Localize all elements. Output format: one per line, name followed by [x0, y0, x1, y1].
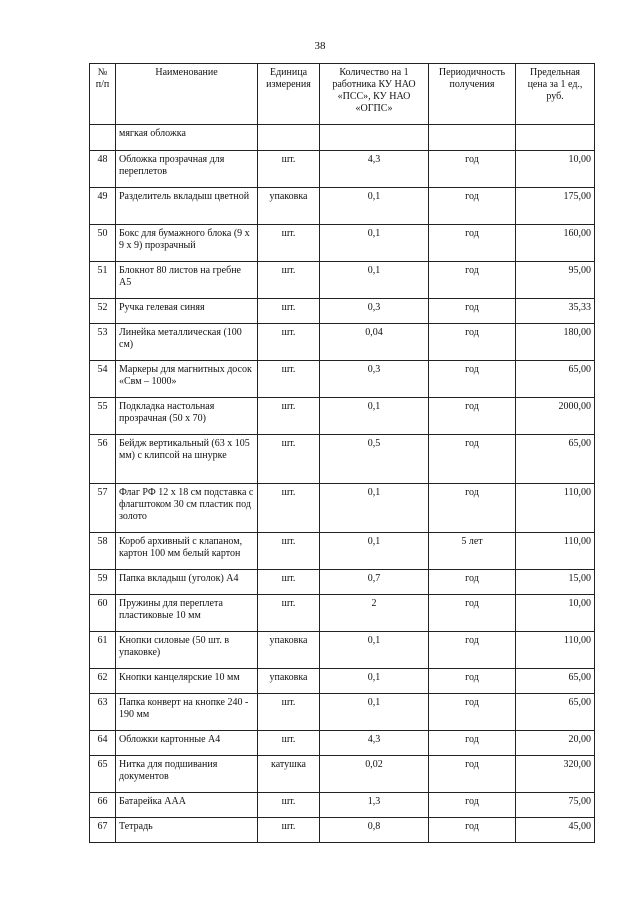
cell-period: год: [429, 793, 516, 818]
cell-number: 48: [90, 151, 116, 188]
cell-period: год: [429, 669, 516, 694]
cell-period: год: [429, 570, 516, 595]
cell-number: 55: [90, 398, 116, 435]
cell-period: год: [429, 818, 516, 843]
cell-period: год: [429, 632, 516, 669]
cell-number: 54: [90, 361, 116, 398]
cell-number: 53: [90, 324, 116, 361]
cell-quantity: 0,1: [320, 669, 429, 694]
cell-quantity: 0,8: [320, 818, 429, 843]
cell-unit: шт.: [258, 694, 320, 731]
cell-price: 110,00: [516, 484, 595, 533]
cell-quantity: 0,1: [320, 262, 429, 299]
cell-quantity: 0,1: [320, 632, 429, 669]
table-row: [90, 398, 595, 435]
cell-name: Ручка гелевая синяя: [116, 299, 258, 324]
table-row: [90, 669, 595, 694]
cell-name: Кнопки канцелярские 10 мм: [116, 669, 258, 694]
cell-period: год: [429, 694, 516, 731]
cell-number: [90, 125, 116, 151]
table-row: [90, 570, 595, 595]
cell-price: 20,00: [516, 731, 595, 756]
cell-price: 65,00: [516, 435, 595, 484]
table-row: [90, 694, 595, 731]
cell-price: 160,00: [516, 225, 595, 262]
cell-period: год: [429, 324, 516, 361]
cell-number: 67: [90, 818, 116, 843]
cell-number: 50: [90, 225, 116, 262]
cell-quantity: 0,3: [320, 299, 429, 324]
table-row: [90, 299, 595, 324]
cell-quantity: 0,1: [320, 533, 429, 570]
cell-price: 65,00: [516, 694, 595, 731]
cell-price: 10,00: [516, 595, 595, 632]
cell-unit: шт.: [258, 533, 320, 570]
cell-price: 15,00: [516, 570, 595, 595]
cell-price: 45,00: [516, 818, 595, 843]
cell-quantity: 4,3: [320, 151, 429, 188]
cell-price: 110,00: [516, 533, 595, 570]
cell-unit: шт.: [258, 595, 320, 632]
table-row: [90, 484, 595, 533]
items-table: [89, 63, 595, 843]
cell-name: Бейдж вертикальный (63 х 105 мм) с клипсой на шнурке: [116, 435, 258, 484]
cell-quantity: 0,02: [320, 756, 429, 793]
cell-name: Короб архивный с клапаном, картон 100 мм белый картон: [116, 533, 258, 570]
cell-period: год: [429, 595, 516, 632]
cell-unit: шт.: [258, 225, 320, 262]
table-row: [90, 262, 595, 299]
table-row: [90, 731, 595, 756]
table-header-row: [90, 64, 595, 125]
cell-number: 66: [90, 793, 116, 818]
cell-price: 10,00: [516, 151, 595, 188]
cell-price: 35,33: [516, 299, 595, 324]
cell-quantity: 0,04: [320, 324, 429, 361]
cell-name: Папка конверт на кнопке 240 - 190 мм: [116, 694, 258, 731]
cell-number: 64: [90, 731, 116, 756]
cell-period: год: [429, 188, 516, 225]
cell-period: [429, 125, 516, 151]
cell-period: год: [429, 225, 516, 262]
table-row: [90, 188, 595, 225]
cell-name: Подкладка настольная прозрачная (50 х 70): [116, 398, 258, 435]
table-row: [90, 756, 595, 793]
cell-quantity: 0,1: [320, 398, 429, 435]
cell-period: год: [429, 731, 516, 756]
table-row: [90, 324, 595, 361]
cell-number: 51: [90, 262, 116, 299]
cell-number: 52: [90, 299, 116, 324]
table-row: [90, 632, 595, 669]
table-row: [90, 595, 595, 632]
cell-period: год: [429, 484, 516, 533]
cell-name: Папка вкладыш (уголок) А4: [116, 570, 258, 595]
header-quantity: Количество на 1 работника КУ НАО «ПСС», КУ НАО «ОГПС»: [320, 64, 429, 125]
cell-unit: шт.: [258, 151, 320, 188]
cell-price: 175,00: [516, 188, 595, 225]
cell-period: год: [429, 435, 516, 484]
cell-quantity: 0,1: [320, 694, 429, 731]
cell-unit: шт.: [258, 361, 320, 398]
cell-unit: шт.: [258, 262, 320, 299]
cell-number: 56: [90, 435, 116, 484]
cell-number: 65: [90, 756, 116, 793]
cell-name: Пружины для переплета пластиковые 10 мм: [116, 595, 258, 632]
cell-name: Разделитель вкладыш цветной: [116, 188, 258, 225]
cell-name: Блокнот 80 листов на гребне А5: [116, 262, 258, 299]
cell-period: год: [429, 151, 516, 188]
cell-period: 5 лет: [429, 533, 516, 570]
cell-name: Обложка прозрачная для переплетов: [116, 151, 258, 188]
header-name: Наименование: [116, 64, 258, 125]
table-row: [90, 533, 595, 570]
cell-name: Линейка металлическая (100 см): [116, 324, 258, 361]
page-number: 38: [314, 40, 326, 52]
cell-unit: шт.: [258, 299, 320, 324]
cell-unit: катушка: [258, 756, 320, 793]
cell-unit: шт.: [258, 484, 320, 533]
cell-unit: упаковка: [258, 669, 320, 694]
cell-unit: шт.: [258, 731, 320, 756]
cell-name: Обложки картонные А4: [116, 731, 258, 756]
cell-quantity: 0,1: [320, 188, 429, 225]
cell-price: 95,00: [516, 262, 595, 299]
cell-period: год: [429, 756, 516, 793]
cell-quantity: 0,7: [320, 570, 429, 595]
table-row: [90, 793, 595, 818]
cell-number: 63: [90, 694, 116, 731]
cell-quantity: 1,3: [320, 793, 429, 818]
header-period: Периодичность получения: [429, 64, 516, 125]
table-row: [90, 435, 595, 484]
table-row: [90, 361, 595, 398]
cell-number: 60: [90, 595, 116, 632]
cell-name: Батарейка ААА: [116, 793, 258, 818]
cell-unit: шт.: [258, 570, 320, 595]
cell-name: Нитка для подшивания документов: [116, 756, 258, 793]
cell-price: 75,00: [516, 793, 595, 818]
cell-unit: шт.: [258, 818, 320, 843]
cell-unit: упаковка: [258, 188, 320, 225]
cell-price: 320,00: [516, 756, 595, 793]
cell-unit: шт.: [258, 324, 320, 361]
table-row-continuation: [90, 125, 595, 151]
cell-price: 180,00: [516, 324, 595, 361]
cell-unit: [258, 125, 320, 151]
cell-unit: шт.: [258, 435, 320, 484]
table-row: [90, 151, 595, 188]
cell-unit: шт.: [258, 793, 320, 818]
cell-unit: упаковка: [258, 632, 320, 669]
cell-period: год: [429, 299, 516, 324]
cell-number: 49: [90, 188, 116, 225]
cell-quantity: 2: [320, 595, 429, 632]
table-row: [90, 818, 595, 843]
cell-number: 59: [90, 570, 116, 595]
cell-name: Маркеры для магнитных досок «Свм – 1000»: [116, 361, 258, 398]
header-unit: Единица измерения: [258, 64, 320, 125]
cell-name: Бокс для бумажного блока (9 х 9 х 9) прозрачный: [116, 225, 258, 262]
cell-price: 65,00: [516, 361, 595, 398]
table-row: [90, 225, 595, 262]
cell-number: 61: [90, 632, 116, 669]
cell-quantity: 0,3: [320, 361, 429, 398]
cell-unit: шт.: [258, 398, 320, 435]
cell-number: 62: [90, 669, 116, 694]
cell-quantity: 0,1: [320, 484, 429, 533]
cell-period: год: [429, 262, 516, 299]
cell-number: 57: [90, 484, 116, 533]
cell-name: Кнопки силовые (50 шт. в упаковке): [116, 632, 258, 669]
cell-quantity: 0,1: [320, 225, 429, 262]
header-price: Предельная цена за 1 ед., руб.: [516, 64, 595, 125]
cell-price: [516, 125, 595, 151]
cell-number: 58: [90, 533, 116, 570]
cell-name: мягкая обложка: [116, 125, 258, 151]
cell-quantity: [320, 125, 429, 151]
cell-price: 2000,00: [516, 398, 595, 435]
header-number: № п/п: [90, 64, 116, 125]
cell-quantity: 0,5: [320, 435, 429, 484]
cell-name: Флаг РФ 12 х 18 см подставка с флагштоком 30 см пластик под золото: [116, 484, 258, 533]
cell-name: Тетрадь: [116, 818, 258, 843]
cell-period: год: [429, 398, 516, 435]
cell-price: 110,00: [516, 632, 595, 669]
cell-period: год: [429, 361, 516, 398]
cell-price: 65,00: [516, 669, 595, 694]
cell-quantity: 4,3: [320, 731, 429, 756]
